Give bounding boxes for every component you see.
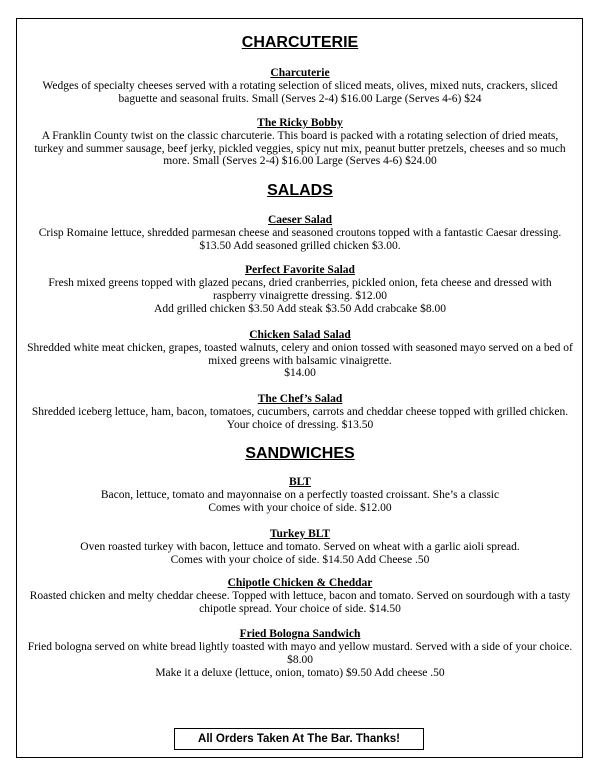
item-desc-ricky-bobby: A Franklin County twist on the classic charcuterie. This board is packed with a rotating selection of dried meats, turkey and summer sausage, beef jerky, pickled veggies, spicy nut mix, peanut butter pretzels, cheeses and so much more. Small (Serves 2-4) $16.00 Large (Serves 4-6) $24.00: [34, 130, 566, 168]
item-desc-blt: Bacon, lettuce, tomato and mayonnaise on a perfectly toasted croissant. She’s a classic: [100, 489, 500, 501]
item-addons-perfect-favorite-salad: Add grilled chicken $3.50 Add steak $3.50 Add crabcake $8.00: [154, 303, 446, 315]
item-deluxe-fried-bologna: Make it a deluxe (lettuce, onion, tomato) $9.50 Add cheese .50: [155, 667, 445, 679]
item-desc-chipotle-chicken: Roasted chicken and melty cheddar cheese. Topped with lettuce, bacon and tomato. Served on sourdough with a tasty chipotle spread. Your choice of side. $14.50: [29, 590, 571, 615]
item-desc-caeser-salad: Crisp Romaine lettuce, shredded parmesan cheese and seasoned croutons topped with a fantastic Caesar dressing. $13.50 Add seasoned grilled chicken $3.00.: [38, 227, 562, 252]
section-title-sandwiches: SANDWICHES: [245, 445, 355, 462]
item-title-charcuterie: Charcuterie: [270, 67, 330, 79]
item-title-fried-bologna: Fried Bologna Sandwich: [239, 628, 361, 640]
footer-note: All Orders Taken At The Bar. Thanks!: [174, 728, 424, 750]
item-price-chicken-salad-salad: $14.00: [284, 367, 316, 379]
item-title-chipotle-chicken: Chipotle Chicken & Cheddar: [227, 577, 373, 589]
item-title-caeser-salad: Caeser Salad: [268, 214, 332, 226]
item-desc-turkey-blt: Oven roasted turkey with bacon, lettuce and tomato. Served on wheat with a garlic aioli spread.: [80, 541, 520, 553]
section-title-salads: SALADS: [267, 182, 333, 199]
item-side-turkey-blt: Comes with your choice of side. $14.50 Add Cheese .50: [170, 554, 430, 566]
item-title-perfect-favorite-salad: Perfect Favorite Salad: [245, 264, 355, 276]
item-title-blt: BLT: [289, 476, 311, 488]
item-title-chicken-salad-salad: Chicken Salad Salad: [249, 329, 351, 341]
item-desc-chefs-salad: Shredded iceberg lettuce, ham, bacon, tomatoes, cucumbers, carrots and cheddar cheese topped with grilled chicken. Your choice of dressing. $13.50: [31, 406, 569, 431]
item-side-blt: Comes with your choice of side. $12.00: [208, 502, 392, 514]
item-title-chefs-salad: The Chef’s Salad: [257, 393, 343, 405]
item-desc-chicken-salad-salad: Shredded white meat chicken, grapes, toasted walnuts, celery and onion tossed with seasoned mayo served on a bed of mixed greens with balsamic vinaigrette.: [27, 342, 573, 367]
item-desc-charcuterie: Wedges of specialty cheeses served with a rotating selection of sliced meats, olives, mixed nuts, crackers, sliced baguette and seasonal fruits. Small (Serves 2-4) $16.00 Large (Serves 4-6) $24: [42, 80, 558, 105]
item-desc-fried-bologna: Fried bologna served on white bread lightly toasted with mayo and yellow mustard. Served with a side of your choice. $8.00: [27, 641, 573, 666]
item-title-turkey-blt: Turkey BLT: [269, 528, 331, 540]
item-desc-perfect-favorite-salad: Fresh mixed greens topped with glazed pecans, dried cranberries, pickled onion, feta cheese and dressed with raspberry vinaigrette dressing. $12.00: [48, 277, 552, 302]
section-title-charcuterie: CHARCUTERIE: [241, 34, 359, 51]
item-title-ricky-bobby: The Ricky Bobby: [257, 117, 343, 129]
